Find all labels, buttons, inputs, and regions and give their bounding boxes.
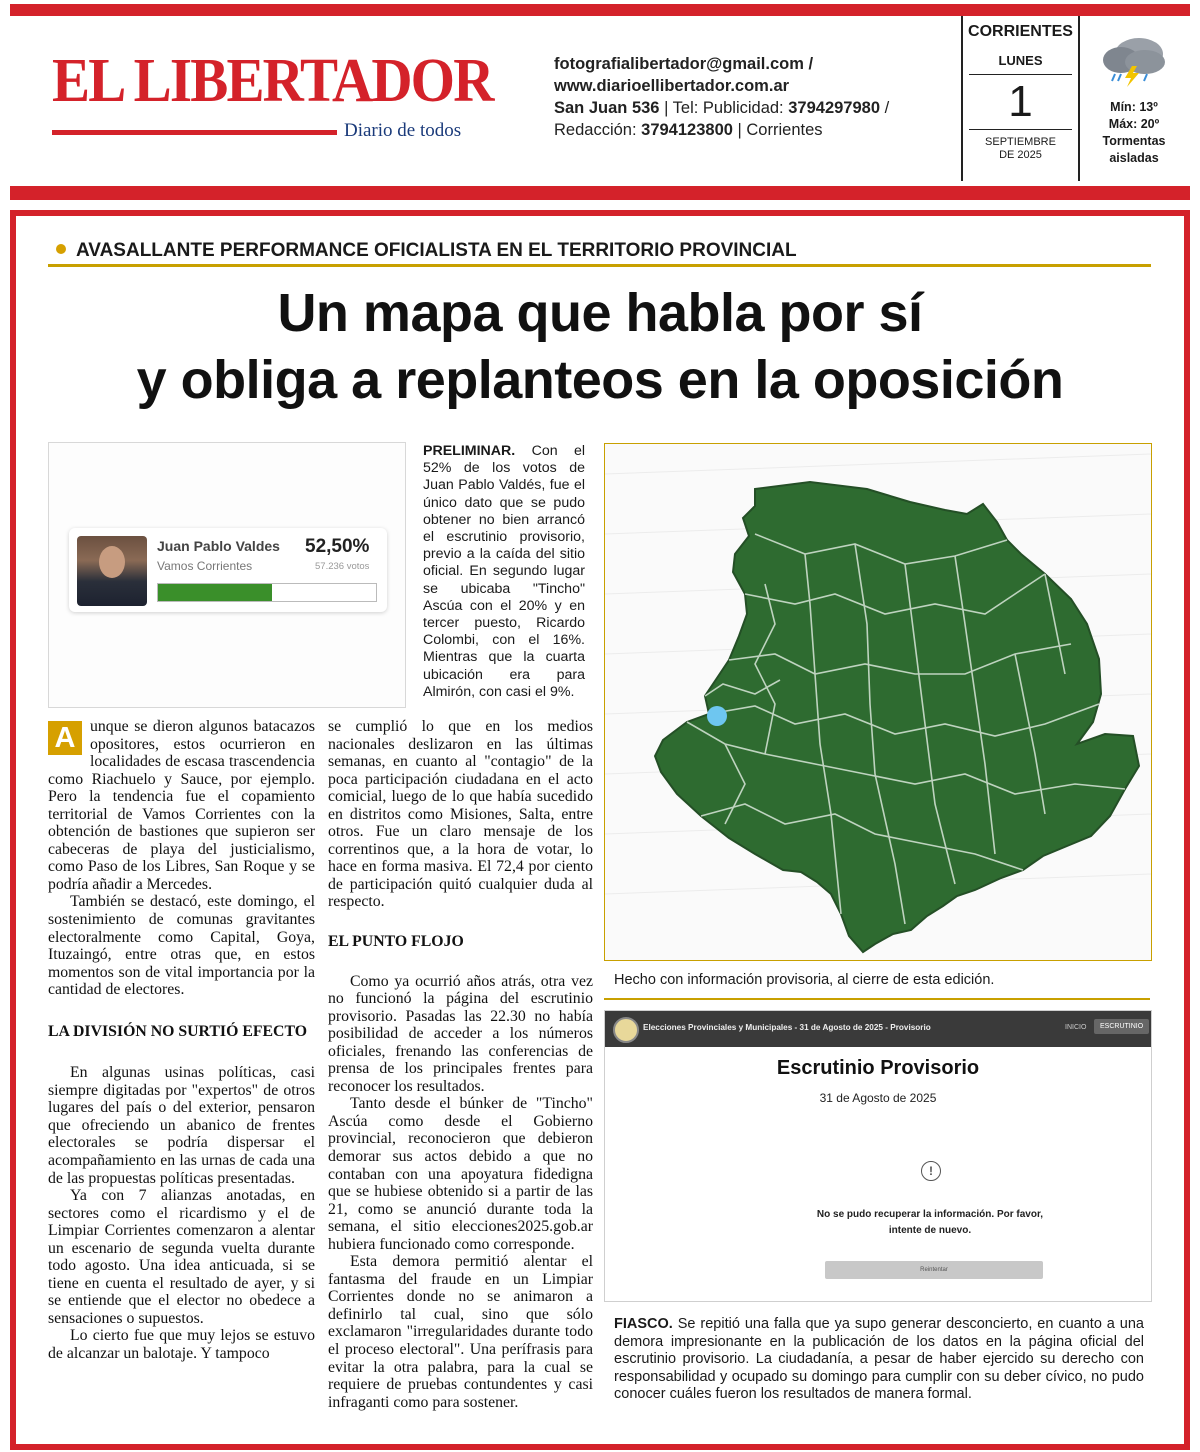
- body-paragraph: se cumplió lo que en los medios nacionales deslizaron en las últimas semanas, en cuanto al "contagio" de la poca participación ciudadana en el acto comicial, luego de lo que había sucedido en distritos como Misiones, Salta, entre otros. Fue un claro mensaje de los correntinos que, a la hora de votar, lo hace en forma masiva. El 72,4 por ciento de participación quitó cualquier duda al respecto.: [328, 718, 593, 911]
- candidate-percent: 52,50%: [305, 536, 370, 557]
- masthead-tagline: Diario de todos: [344, 120, 462, 141]
- corrientes-map: [605, 444, 1151, 960]
- kicker-bullet-icon: [56, 244, 66, 254]
- body-column-1: [48, 718, 315, 1363]
- kicker: AVASALLANTE PERFORMANCE OFICIALISTA EN EL TERRITORIO PROVINCIAL: [56, 240, 797, 262]
- avatar: [77, 536, 147, 606]
- body-paragraph: Como ya ocurrió años atrás, otra vez no funcionó la página del escrutinio provisorio. Pasadas las 22.30 no había posibilidad de acceder a los números oficiales, frenando las conferencias de prensa de los principales frentes para reconocer los resultados.: [328, 972, 593, 1095]
- contact-info: fotografialibertador@gmail.com / www.diarioellibertador.com.ar San Juan 536 | Tel: Publicidad: 3794297980 / Redacción: 3794123800 | Corrientes: [554, 55, 890, 139]
- contact-tel-publicidad: 3794297980: [788, 99, 880, 117]
- alert-icon: !: [921, 1161, 941, 1181]
- body-paragraph: En algunas usinas políticas, casi siempre digitadas por "expertos" de otros lugares del país o del exterior, pensaron que ofreciendo un abanico de frentes electorales se podría dispersar el acompañamiento en las urnas de cada una de las propuestas políticas presentadas.: [48, 1064, 315, 1187]
- masthead-name: EL LIBERTADOR: [52, 47, 493, 115]
- body-column-2: [328, 718, 593, 1411]
- province-seal-icon: [613, 1017, 639, 1043]
- screenshot-caption-fiasco: FIASCO. Se repitió una falla que ya supo generar desconcierto, en cuanto a una demora impresionante en la publicación de los datos en la página oficial del escrutinio provisorio. La ciudadanía, a pesar de haber ejercido su derecho con responsabilidad y ocupado su domingo para cumplir con su deber cívico, no pudo conocer cuáles fueron los resultados de manera formal.: [614, 1316, 1144, 1403]
- screenshot-nav-escrutinio: ESCRUTINIO: [1094, 1019, 1149, 1034]
- vote-progress-bar: [157, 583, 377, 602]
- candidate-card: [69, 528, 387, 612]
- screenshot-error-message: No se pudo recuperar la información. Por favor, intente de nuevo.: [816, 1209, 1044, 1236]
- contact-city: Corrientes: [746, 121, 823, 139]
- screenshot-retry-button: Reintentar: [825, 1261, 1043, 1279]
- candidate-party: Vamos Corrientes: [157, 559, 253, 573]
- contact-tel-redaccion: 3794123800: [641, 121, 733, 139]
- date-day-number: 1: [969, 74, 1072, 130]
- screenshot-date: 31 de Agosto de 2025: [819, 1091, 937, 1105]
- body-paragraph: Esta demora permitió alentar el fantasma del fraude en un Limpiar Corrientes donde no se animaron a definirlo tal cual, sino que sólo exclamaron "irregularidades durante todo el proceso electoral". Una perífrasis para evitar la otra palabra, para la cual se requiere de pruebas contundentes y casi infraganti como para sostener.: [328, 1253, 593, 1411]
- subheading-division: LA DIVISIÓN NO SURTIÓ EFECTO: [48, 1022, 307, 1040]
- contact-website[interactable]: www.diarioellibertador.com.ar: [554, 77, 790, 95]
- section-rule: [604, 998, 1150, 1000]
- date-box: [961, 16, 1080, 181]
- screenshot-title: Escrutinio Provisorio: [776, 1057, 980, 1079]
- kicker-rule: [48, 264, 1151, 267]
- candidate-name: Juan Pablo Valdes: [157, 538, 280, 554]
- weather-max: Máx: 20º: [1108, 117, 1160, 131]
- map-caption: Hecho con información provisoria, al cierre de esta edición.: [614, 972, 995, 988]
- results-screenshot-photo: [48, 442, 406, 708]
- masthead-logo: [52, 47, 493, 141]
- screenshot-nav-title: Elecciones Provinciales y Municipales - 31 de Agosto de 2025 - Provisorio: [643, 1023, 931, 1032]
- candidate-votes: 57.236 votos: [315, 561, 370, 572]
- date-month: SEPTIEMBRE DE 2025: [985, 136, 1056, 161]
- date-weekday: LUNES: [998, 53, 1043, 68]
- contact-redaccion-label: Redacción:: [554, 121, 637, 139]
- storm-cloud-icon: [1099, 30, 1169, 88]
- masthead-underline: [52, 130, 337, 135]
- body-paragraph: Lo cierto fue que muy lejos se estuvo de alcanzar un balotaje. Y tampoco: [48, 1327, 315, 1362]
- drop-cap: A: [48, 721, 82, 755]
- header-red-band: [10, 186, 1190, 200]
- map-highlight-marker: [707, 706, 727, 726]
- headline-line-2: y obliga a replanteos en la oposición: [136, 350, 1064, 410]
- website-screenshot: [604, 1010, 1152, 1302]
- body-paragraph: A unque se dieron algunos batacazos opositores, estos ocurrieron en localidades de escasa trascendencia como Riachuelo y Sauce, por ejemplo. Pero la tendencia fue el copamiento territorial de Vamos Corrientes con la obtención de bastiones que supieron ser cabeceras de playa del justicialismo, como Paso de los Libres, San Roque y se podría añadir a Mercedes.: [48, 718, 315, 893]
- headline-line-1: Un mapa que habla por sí: [277, 283, 923, 343]
- contact-address: San Juan 536: [554, 99, 660, 117]
- contact-email[interactable]: fotografialibertador@gmail.com /: [554, 55, 814, 73]
- photo-caption-preliminar: PRELIMINAR. Con el 52% de los votos de Juan Pablo Valdés, fue el único dato que se pudo obtener no bien arrancó el escrutinio provisorio, previo a la caída del sitio oficial. En segundo lugar se ubicaba "Tincho" Ascúa con el 20% y en tercer puesto, Ricardo Colombi, con el 16%. Mientras que la cuarta ubicación era para Almirón, con casi el 9%.: [423, 443, 585, 700]
- body-paragraph: También se destacó, este domingo, el sostenimiento de comunas gravitantes electoralmente como Capital, Goya, Ituzaingó, entre otras que, en estos momentos son de vital importancia por la cantidad de electores.: [48, 893, 315, 999]
- weather-forecast-1: Tormentas: [1102, 134, 1166, 148]
- subheading-punto-flojo: EL PUNTO FLOJO: [328, 933, 464, 951]
- body-paragraph: Ya con 7 alianzas anotadas, en sectores como el ricardismo y el de Limpiar Corrientes comenzaron a alentar un escenario de segunda vuelta durante todo agosto. Una idea anticuada, si se tiene en cuenta el resultado de ayer, y si se entiende que el elector no obedece a sensaciones o supuestos.: [48, 1187, 315, 1327]
- top-red-bar: [10, 4, 1190, 16]
- screenshot-nav-inicio: INICIO: [1065, 1024, 1087, 1031]
- province-shape: [655, 482, 1139, 952]
- weather-min: Mín: 13º: [1110, 100, 1158, 114]
- vote-progress-fill: [158, 584, 272, 601]
- body-paragraph: Tanto desde el búnker de "Tincho" Ascúa como desde el Gobierno provincial, reconocieron que debieron demorar sus actos debido a que no contaban con una apoyatura fidedigna que se hubiese obtenido si a partir de las 21, como se anunció durante toda la semana, el sitio elecciones2025.gob.ar hubiera funcionado como corresponde.: [328, 1095, 593, 1253]
- date-city: CORRIENTES: [968, 23, 1073, 40]
- headline: [40, 280, 1160, 414]
- weather-forecast-2: aisladas: [1109, 151, 1159, 165]
- province-map: [604, 443, 1152, 961]
- contact-tel-label: Tel: Publicidad:: [672, 99, 784, 117]
- screenshot-navbar: [605, 1011, 1151, 1047]
- weather-box: [1086, 30, 1182, 167]
